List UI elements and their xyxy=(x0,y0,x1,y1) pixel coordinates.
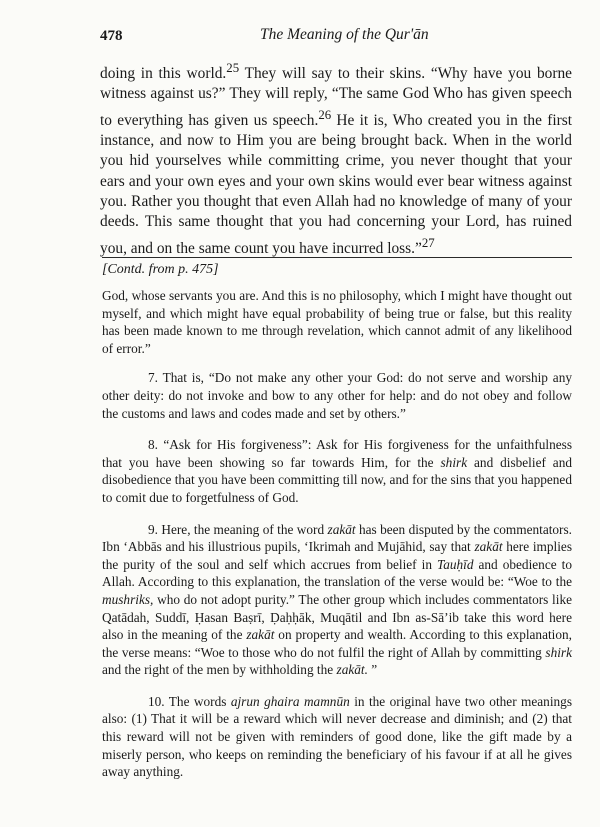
footnote-ref-25: 25 xyxy=(226,61,240,75)
note-text: in the original have two other meanings also: (1) That it will be a reward which will never decrease and diminish; and (2) that this reward will not be given with reminders of good done, like the gift made by a miserly person, who keeps on reminding the beneficiary of his favour if at all he gives away anything. xyxy=(102,693,573,780)
note-9 xyxy=(102,521,572,679)
note-continued: God, whose servants you are. And this is no philosophy, which I might have thought out myself, and which might have equal probability of being true or false, but this reality has been made known to me through revelation, which cannot admit of any likelihood of error.” xyxy=(102,288,572,356)
italic-term: shirk xyxy=(440,454,468,470)
page-number: 478 xyxy=(100,28,123,44)
main-translation-text xyxy=(100,58,572,259)
running-title: The Meaning of the Qur'ān xyxy=(260,26,429,43)
note-text: and disbelief and disobedience that you have been committing till now, and for the sins that you happened to comit due to forgetfulness of God. xyxy=(102,454,573,505)
italic-term: ajrun ghaira mamnūn xyxy=(230,693,350,709)
note-text: here implies the purity of the soul and self which accrues from belief in xyxy=(102,539,572,572)
note-text: 9. Here, the meaning of the word xyxy=(148,521,328,537)
italic-term: zakāt xyxy=(246,627,275,643)
note-8 xyxy=(102,436,572,506)
italic-term: mushriks, xyxy=(102,591,154,607)
note-text: on property and wealth. According to this explanation, the verse means: “Woe to those who do not fulfil the right of Allah by committing xyxy=(102,627,572,660)
main-text-segment: They will say to their skins. “Why have you borne witness against us?” They will reply, “The same God Who has given speech to everything has given us speech. xyxy=(100,65,573,129)
page-header xyxy=(100,22,572,50)
note-text: has been disputed by the commentators. Ibn ‘Abbās and his illustrious pupils, ‘Ikrimah and Mujāhid, say that xyxy=(102,521,572,555)
note-text: 10. The words xyxy=(148,693,231,709)
note-10 xyxy=(102,693,572,781)
section-divider xyxy=(102,257,572,258)
main-paragraph xyxy=(100,58,572,259)
main-text-segment: He it is, Who created you in the first instance, and now to Him you are being brought back. When in the world you hid yourselves while committing crime, you never thought that your ears and your own eyes and your own skins would ever bear witness against you. Rather you thought that even Allah had no knowledge of many of your deeds. This same thought that you had concerning your Lord, has ruined you, and on the same count you have incurred loss.” xyxy=(100,111,572,257)
main-text-segment: doing in this world. xyxy=(100,65,227,83)
continued-from-label: [Contd. from p. 475] xyxy=(102,262,219,277)
note-text: and obedience to Allah. According to this explanation, the translation of the verse would be: “Woe to the xyxy=(102,556,572,590)
footnote-ref-27: 27 xyxy=(421,235,435,250)
italic-term: shirk xyxy=(545,644,572,660)
note-text: who do not adopt purity.” The other group which includes commentators like Qatādah, Suddī, Ḥasan Baṣrī, Ḍaḥḥāk, Muqātil and Ibn as-Sā’ib take this word here also in the meaning of the xyxy=(102,591,572,643)
note-text: ” xyxy=(367,662,378,678)
italic-term: zakāt. xyxy=(336,662,368,678)
note-text: and the right of the men by withholding the xyxy=(102,662,337,678)
note-text: 8. “Ask for His forgiveness”: Ask for His forgiveness for the unfaithfulness that you have been showing so far towards Him, for the xyxy=(102,437,572,470)
italic-term: zakāt xyxy=(474,539,503,555)
commentary-notes xyxy=(102,287,572,795)
note-7: 7. That is, “Do not make any other your God: do not serve and worship any other deity: do not invoke and bow to any other for help: and do not obey and follow the customs and laws and codes made and set by others.” xyxy=(102,370,572,421)
italic-term: Tauḥīd xyxy=(437,556,474,572)
italic-term: zakāt xyxy=(327,521,356,537)
footnote-ref-26: 26 xyxy=(318,107,332,122)
